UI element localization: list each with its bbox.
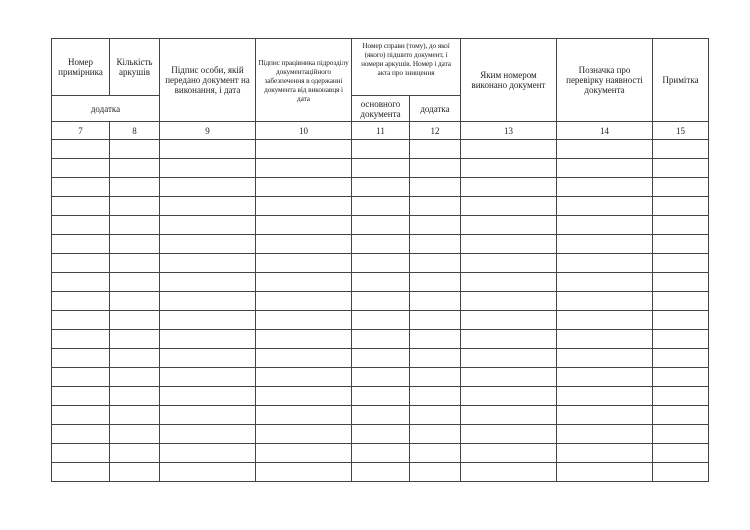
column-number: 11 [352, 122, 410, 140]
table-cell [653, 273, 709, 292]
table-cell [461, 178, 557, 197]
table-cell [410, 140, 461, 159]
table-cell [410, 330, 461, 349]
table-cell [110, 140, 160, 159]
table-cell [352, 311, 410, 330]
table-cell [352, 178, 410, 197]
table-cell [557, 368, 653, 387]
table-cell [352, 368, 410, 387]
table-cell [110, 311, 160, 330]
table-cell [352, 463, 410, 482]
table-cell [352, 406, 410, 425]
table-cell [52, 425, 110, 444]
table-cell [256, 406, 352, 425]
table-cell [557, 273, 653, 292]
table-cell [653, 406, 709, 425]
table-cell [352, 425, 410, 444]
table-row [52, 387, 709, 406]
header-note: Примітка [653, 39, 709, 122]
table-cell [410, 273, 461, 292]
table-cell [352, 216, 410, 235]
table-cell [557, 444, 653, 463]
table-cell [52, 292, 110, 311]
table-cell [557, 330, 653, 349]
table-cell [52, 254, 110, 273]
column-number: 7 [52, 122, 110, 140]
table-cell [653, 368, 709, 387]
table-cell [557, 178, 653, 197]
table-cell [160, 425, 256, 444]
table-cell [160, 330, 256, 349]
table-row [52, 235, 709, 254]
table-cell [410, 178, 461, 197]
table-cell [52, 330, 110, 349]
table-cell [653, 216, 709, 235]
table-cell [256, 311, 352, 330]
table-cell [256, 368, 352, 387]
table-cell [461, 216, 557, 235]
table-row [52, 273, 709, 292]
table-cell [110, 273, 160, 292]
table-cell [110, 463, 160, 482]
table-cell [160, 444, 256, 463]
table-cell [352, 387, 410, 406]
table-cell [110, 444, 160, 463]
table-cell [557, 311, 653, 330]
table-cell [256, 349, 352, 368]
table-cell [256, 197, 352, 216]
table-cell [653, 387, 709, 406]
table-cell [352, 159, 410, 178]
table-cell [352, 273, 410, 292]
table-cell [410, 425, 461, 444]
table-cell [557, 216, 653, 235]
table-cell [256, 463, 352, 482]
header-executed-by-number: Яким номером виконано документ [461, 39, 557, 122]
table-cell [160, 235, 256, 254]
header-attachment-sheets: додатка [410, 96, 461, 122]
header-case-number: Номер справи (тому), до якої (якого) підшито документ, і номери аркушів. Номер і дата акта про знищення [352, 39, 461, 96]
table-cell [653, 311, 709, 330]
table-cell [52, 235, 110, 254]
table-cell [52, 444, 110, 463]
table-cell [653, 159, 709, 178]
table-cell [256, 178, 352, 197]
table-cell [461, 463, 557, 482]
table-cell [110, 254, 160, 273]
table-cell [110, 197, 160, 216]
table-cell [160, 254, 256, 273]
table-cell [410, 444, 461, 463]
table-row [52, 463, 709, 482]
table-cell [557, 140, 653, 159]
header-presence-check-mark: Позначка про перевірку наявності документа [557, 39, 653, 122]
table-row [52, 311, 709, 330]
table-cell [110, 235, 160, 254]
table-cell [110, 406, 160, 425]
table-cell [256, 425, 352, 444]
header-attachment: додатка [52, 96, 160, 122]
table-row [52, 292, 709, 311]
table-cell [352, 140, 410, 159]
table-cell [653, 425, 709, 444]
table-cell [557, 425, 653, 444]
table-cell [461, 140, 557, 159]
table-cell [352, 254, 410, 273]
table-cell [557, 235, 653, 254]
table-row [52, 140, 709, 159]
table-row [52, 330, 709, 349]
table-cell [160, 387, 256, 406]
header-row-main [52, 39, 709, 96]
table-cell [52, 216, 110, 235]
table-row [52, 444, 709, 463]
table-cell [461, 273, 557, 292]
column-number: 9 [160, 122, 256, 140]
column-number: 10 [256, 122, 352, 140]
table-cell [52, 387, 110, 406]
table-cell [461, 425, 557, 444]
table-cell [461, 235, 557, 254]
table-cell [110, 292, 160, 311]
table-cell [160, 178, 256, 197]
table-cell [653, 197, 709, 216]
table-cell [52, 197, 110, 216]
table-cell [256, 216, 352, 235]
table-cell [410, 197, 461, 216]
table-row [52, 349, 709, 368]
table-cell [410, 387, 461, 406]
table-cell [653, 292, 709, 311]
table-cell [160, 349, 256, 368]
header-records-officer-signature: Підпис працівника підрозділу документаційного забезпечення в одержанні документа від виконавця і дата [256, 39, 352, 122]
table-row [52, 406, 709, 425]
table-cell [110, 368, 160, 387]
column-number: 12 [410, 122, 461, 140]
table-cell [410, 406, 461, 425]
table-cell [352, 330, 410, 349]
table-cell [653, 254, 709, 273]
column-number: 15 [653, 122, 709, 140]
table-cell [653, 349, 709, 368]
column-number: 8 [110, 122, 160, 140]
table-cell [410, 235, 461, 254]
table-cell [410, 216, 461, 235]
table-cell [653, 235, 709, 254]
table-cell [110, 387, 160, 406]
table-cell [461, 197, 557, 216]
table-cell [160, 197, 256, 216]
table-cell [410, 311, 461, 330]
table-cell [557, 406, 653, 425]
table-cell [160, 368, 256, 387]
table-cell [653, 444, 709, 463]
table-cell [410, 159, 461, 178]
table-cell [256, 330, 352, 349]
table-cell [160, 140, 256, 159]
table-cell [256, 292, 352, 311]
table-cell [410, 254, 461, 273]
table-cell [160, 292, 256, 311]
table-cell [256, 235, 352, 254]
table-row [52, 197, 709, 216]
table-cell [410, 349, 461, 368]
table-cell [52, 178, 110, 197]
table-row [52, 216, 709, 235]
table-cell [461, 254, 557, 273]
table-cell [160, 216, 256, 235]
table-cell [160, 311, 256, 330]
table-cell [52, 159, 110, 178]
table-cell [160, 406, 256, 425]
table-cell [256, 254, 352, 273]
table-cell [461, 292, 557, 311]
table-row [52, 425, 709, 444]
table-cell [557, 349, 653, 368]
table-cell [461, 406, 557, 425]
table-cell [461, 444, 557, 463]
table-cell [653, 140, 709, 159]
table-cell [160, 273, 256, 292]
table-row [52, 368, 709, 387]
table-cell [110, 425, 160, 444]
table-cell [52, 311, 110, 330]
table-cell [352, 197, 410, 216]
table-cell [461, 387, 557, 406]
table-cell [110, 216, 160, 235]
table-cell [653, 463, 709, 482]
table-cell [52, 406, 110, 425]
table-cell [557, 387, 653, 406]
table-row [52, 159, 709, 178]
header-main-document: основного документа [352, 96, 410, 122]
table-row [52, 254, 709, 273]
header-sheet-count: Кількість аркушів [110, 39, 160, 96]
table-cell [52, 463, 110, 482]
table-cell [52, 140, 110, 159]
table-cell [557, 463, 653, 482]
table-cell [461, 349, 557, 368]
table-cell [256, 159, 352, 178]
table-cell [410, 368, 461, 387]
table-cell [52, 368, 110, 387]
column-number: 13 [461, 122, 557, 140]
table-cell [461, 368, 557, 387]
header-executor-signature: Підпис особи, якій передано документ на виконання, і дата [160, 39, 256, 122]
table-cell [256, 444, 352, 463]
table-cell [352, 235, 410, 254]
table-cell [52, 273, 110, 292]
table-cell [557, 292, 653, 311]
table-cell [160, 159, 256, 178]
header-copy-number: Номер примірника [52, 39, 110, 96]
table-cell [256, 273, 352, 292]
table-cell [110, 159, 160, 178]
table-cell [557, 159, 653, 178]
table-cell [410, 463, 461, 482]
table-cell [557, 197, 653, 216]
table-cell [410, 292, 461, 311]
table-cell [461, 159, 557, 178]
table-cell [52, 349, 110, 368]
table-cell [352, 292, 410, 311]
column-number-row [52, 122, 709, 140]
register-table [51, 38, 709, 482]
table-cell [110, 349, 160, 368]
table-cell [256, 140, 352, 159]
table-cell [461, 311, 557, 330]
table-cell [110, 178, 160, 197]
table-cell [110, 330, 160, 349]
table-cell [653, 330, 709, 349]
table-cell [352, 349, 410, 368]
table-cell [557, 254, 653, 273]
table-cell [653, 178, 709, 197]
column-number: 14 [557, 122, 653, 140]
table-cell [256, 387, 352, 406]
table-cell [461, 330, 557, 349]
table-cell [160, 463, 256, 482]
table-row [52, 178, 709, 197]
table-cell [352, 444, 410, 463]
